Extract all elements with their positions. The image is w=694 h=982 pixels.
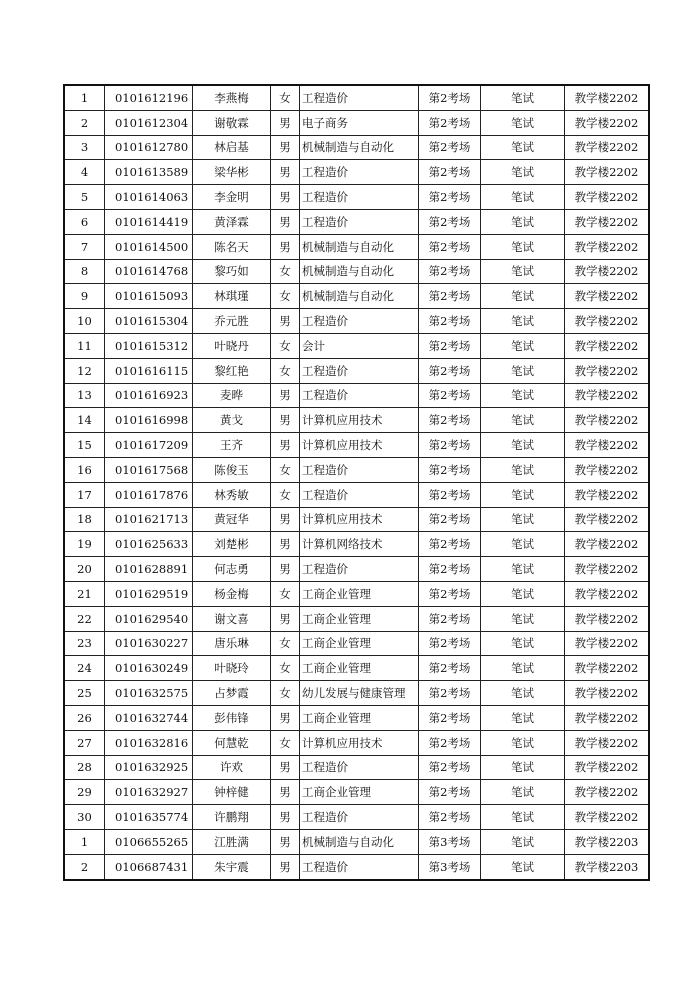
major-cell: 工程造价 bbox=[300, 482, 419, 507]
table-row bbox=[64, 408, 649, 433]
exam-room-cell: 第2考场 bbox=[419, 507, 481, 532]
gender-cell: 女 bbox=[271, 681, 300, 706]
exam-type-cell: 笔试 bbox=[481, 259, 565, 284]
location-cell: 教学楼2202 bbox=[565, 234, 650, 259]
student-name-cell: 杨金梅 bbox=[193, 581, 271, 606]
exam-room-cell: 第2考场 bbox=[419, 557, 481, 582]
table-row bbox=[64, 730, 649, 755]
exam-id-cell: 0101617209 bbox=[105, 433, 193, 458]
location-cell: 教学楼2202 bbox=[565, 433, 650, 458]
exam-room-cell: 第2考场 bbox=[419, 631, 481, 656]
gender-cell: 女 bbox=[271, 730, 300, 755]
table-row bbox=[64, 606, 649, 631]
major-cell: 工程造价 bbox=[300, 185, 419, 210]
gender-cell: 女 bbox=[271, 656, 300, 681]
exam-room-cell: 第2考场 bbox=[419, 358, 481, 383]
exam-type-cell: 笔试 bbox=[481, 780, 565, 805]
gender-cell: 男 bbox=[271, 185, 300, 210]
exam-room-cell: 第3考场 bbox=[419, 854, 481, 879]
seq-number-cell: 14 bbox=[64, 408, 105, 433]
table-row bbox=[64, 532, 649, 557]
exam-type-cell: 笔试 bbox=[481, 705, 565, 730]
exam-room-cell: 第2考场 bbox=[419, 532, 481, 557]
student-name-cell: 叶晓丹 bbox=[193, 333, 271, 358]
student-name-cell: 江胜满 bbox=[193, 829, 271, 854]
student-name-cell: 彭伟锋 bbox=[193, 705, 271, 730]
seq-number-cell: 28 bbox=[64, 755, 105, 780]
exam-room-cell: 第2考场 bbox=[419, 730, 481, 755]
exam-id-cell: 0101628891 bbox=[105, 557, 193, 582]
exam-room-cell: 第2考场 bbox=[419, 755, 481, 780]
table-row bbox=[64, 457, 649, 482]
exam-id-cell: 0101625633 bbox=[105, 532, 193, 557]
location-cell: 教学楼2202 bbox=[565, 358, 650, 383]
student-name-cell: 唐乐琳 bbox=[193, 631, 271, 656]
seq-number-cell: 18 bbox=[64, 507, 105, 532]
exam-type-cell: 笔试 bbox=[481, 557, 565, 582]
location-cell: 教学楼2202 bbox=[565, 755, 650, 780]
exam-room-cell: 第2考场 bbox=[419, 433, 481, 458]
location-cell: 教学楼2202 bbox=[565, 631, 650, 656]
student-name-cell: 钟梓健 bbox=[193, 780, 271, 805]
location-cell: 教学楼2202 bbox=[565, 209, 650, 234]
exam-room-cell: 第2考场 bbox=[419, 606, 481, 631]
major-cell: 机械制造与自动化 bbox=[300, 259, 419, 284]
seq-number-cell: 17 bbox=[64, 482, 105, 507]
location-cell: 教学楼2202 bbox=[565, 160, 650, 185]
exam-type-cell: 笔试 bbox=[481, 606, 565, 631]
gender-cell: 女 bbox=[271, 457, 300, 482]
exam-id-cell: 0101612196 bbox=[105, 85, 193, 110]
student-name-cell: 叶晓玲 bbox=[193, 656, 271, 681]
exam-id-cell: 0101612304 bbox=[105, 110, 193, 135]
student-name-cell: 何慧乾 bbox=[193, 730, 271, 755]
exam-id-cell: 0101635774 bbox=[105, 805, 193, 830]
exam-type-cell: 笔试 bbox=[481, 160, 565, 185]
gender-cell: 男 bbox=[271, 135, 300, 160]
gender-cell: 女 bbox=[271, 482, 300, 507]
location-cell: 教学楼2202 bbox=[565, 606, 650, 631]
location-cell: 教学楼2202 bbox=[565, 408, 650, 433]
seq-number-cell: 20 bbox=[64, 557, 105, 582]
exam-id-cell: 0101632816 bbox=[105, 730, 193, 755]
exam-room-cell: 第2考场 bbox=[419, 805, 481, 830]
exam-id-cell: 0101632925 bbox=[105, 755, 193, 780]
table-row bbox=[64, 160, 649, 185]
major-cell: 机械制造与自动化 bbox=[300, 829, 419, 854]
exam-id-cell: 0101617568 bbox=[105, 457, 193, 482]
seq-number-cell: 16 bbox=[64, 457, 105, 482]
major-cell: 工程造价 bbox=[300, 85, 419, 110]
exam-room-cell: 第2考场 bbox=[419, 333, 481, 358]
table-row bbox=[64, 705, 649, 730]
major-cell: 计算机应用技术 bbox=[300, 408, 419, 433]
student-name-cell: 陈名天 bbox=[193, 234, 271, 259]
student-name-cell: 乔元胜 bbox=[193, 309, 271, 334]
seq-number-cell: 21 bbox=[64, 581, 105, 606]
exam-id-cell: 0101615312 bbox=[105, 333, 193, 358]
student-name-cell: 黄戈 bbox=[193, 408, 271, 433]
exam-room-cell: 第2考场 bbox=[419, 581, 481, 606]
exam-id-cell: 0101621713 bbox=[105, 507, 193, 532]
gender-cell: 女 bbox=[271, 631, 300, 656]
exam-id-cell: 0101632575 bbox=[105, 681, 193, 706]
table-row bbox=[64, 829, 649, 854]
location-cell: 教学楼2202 bbox=[565, 135, 650, 160]
major-cell: 工商企业管理 bbox=[300, 656, 419, 681]
gender-cell: 男 bbox=[271, 160, 300, 185]
exam-type-cell: 笔试 bbox=[481, 507, 565, 532]
major-cell: 计算机应用技术 bbox=[300, 730, 419, 755]
student-name-cell: 黄泽霖 bbox=[193, 209, 271, 234]
location-cell: 教学楼2202 bbox=[565, 705, 650, 730]
exam-id-cell: 0101629519 bbox=[105, 581, 193, 606]
exam-room-cell: 第2考场 bbox=[419, 705, 481, 730]
exam-id-cell: 0101614500 bbox=[105, 234, 193, 259]
exam-room-cell: 第3考场 bbox=[419, 829, 481, 854]
exam-room-cell: 第2考场 bbox=[419, 681, 481, 706]
exam-id-cell: 0106655265 bbox=[105, 829, 193, 854]
gender-cell: 男 bbox=[271, 234, 300, 259]
location-cell: 教学楼2202 bbox=[565, 581, 650, 606]
exam-id-cell: 0101629540 bbox=[105, 606, 193, 631]
table-row bbox=[64, 581, 649, 606]
location-cell: 教学楼2203 bbox=[565, 854, 650, 879]
gender-cell: 男 bbox=[271, 408, 300, 433]
major-cell: 工商企业管理 bbox=[300, 606, 419, 631]
seq-number-cell: 2 bbox=[64, 854, 105, 879]
gender-cell: 女 bbox=[271, 284, 300, 309]
exam-room-cell: 第2考场 bbox=[419, 284, 481, 309]
seq-number-cell: 12 bbox=[64, 358, 105, 383]
table-row bbox=[64, 85, 649, 110]
exam-room-cell: 第2考场 bbox=[419, 185, 481, 210]
gender-cell: 男 bbox=[271, 110, 300, 135]
gender-cell: 男 bbox=[271, 532, 300, 557]
exam-room-cell: 第2考场 bbox=[419, 309, 481, 334]
major-cell: 计算机应用技术 bbox=[300, 507, 419, 532]
table-row bbox=[64, 482, 649, 507]
exam-roster-table bbox=[63, 84, 650, 881]
location-cell: 教学楼2202 bbox=[565, 284, 650, 309]
exam-type-cell: 笔试 bbox=[481, 135, 565, 160]
exam-type-cell: 笔试 bbox=[481, 581, 565, 606]
exam-id-cell: 0101616998 bbox=[105, 408, 193, 433]
exam-roster-body bbox=[64, 85, 649, 880]
major-cell: 计算机网络技术 bbox=[300, 532, 419, 557]
table-row bbox=[64, 631, 649, 656]
major-cell: 工程造价 bbox=[300, 209, 419, 234]
major-cell: 工程造价 bbox=[300, 383, 419, 408]
student-name-cell: 占梦霞 bbox=[193, 681, 271, 706]
exam-room-cell: 第2考场 bbox=[419, 85, 481, 110]
exam-room-cell: 第2考场 bbox=[419, 209, 481, 234]
table-row bbox=[64, 333, 649, 358]
seq-number-cell: 23 bbox=[64, 631, 105, 656]
seq-number-cell: 22 bbox=[64, 606, 105, 631]
student-name-cell: 许鹏翔 bbox=[193, 805, 271, 830]
table-row bbox=[64, 234, 649, 259]
major-cell: 工程造价 bbox=[300, 160, 419, 185]
exam-room-cell: 第2考场 bbox=[419, 110, 481, 135]
exam-type-cell: 笔试 bbox=[481, 358, 565, 383]
gender-cell: 男 bbox=[271, 606, 300, 631]
exam-id-cell: 0101632927 bbox=[105, 780, 193, 805]
table-row bbox=[64, 433, 649, 458]
table-row bbox=[64, 110, 649, 135]
gender-cell: 女 bbox=[271, 358, 300, 383]
major-cell: 工商企业管理 bbox=[300, 581, 419, 606]
exam-type-cell: 笔试 bbox=[481, 209, 565, 234]
gender-cell: 男 bbox=[271, 557, 300, 582]
student-name-cell: 王齐 bbox=[193, 433, 271, 458]
student-name-cell: 谢文喜 bbox=[193, 606, 271, 631]
major-cell: 电子商务 bbox=[300, 110, 419, 135]
location-cell: 教学楼2202 bbox=[565, 681, 650, 706]
table-row bbox=[64, 259, 649, 284]
seq-number-cell: 3 bbox=[64, 135, 105, 160]
location-cell: 教学楼2202 bbox=[565, 333, 650, 358]
exam-id-cell: 0101615093 bbox=[105, 284, 193, 309]
exam-id-cell: 0101614419 bbox=[105, 209, 193, 234]
gender-cell: 男 bbox=[271, 209, 300, 234]
major-cell: 工程造价 bbox=[300, 557, 419, 582]
seq-number-cell: 19 bbox=[64, 532, 105, 557]
table-row bbox=[64, 185, 649, 210]
seq-number-cell: 30 bbox=[64, 805, 105, 830]
student-name-cell: 黎巧如 bbox=[193, 259, 271, 284]
exam-room-cell: 第2考场 bbox=[419, 780, 481, 805]
major-cell: 工程造价 bbox=[300, 755, 419, 780]
student-name-cell: 陈俊玉 bbox=[193, 457, 271, 482]
exam-id-cell: 0101617876 bbox=[105, 482, 193, 507]
exam-room-cell: 第2考场 bbox=[419, 408, 481, 433]
exam-type-cell: 笔试 bbox=[481, 433, 565, 458]
exam-room-cell: 第2考场 bbox=[419, 482, 481, 507]
exam-type-cell: 笔试 bbox=[481, 85, 565, 110]
exam-id-cell: 0101616115 bbox=[105, 358, 193, 383]
exam-room-cell: 第2考场 bbox=[419, 160, 481, 185]
gender-cell: 女 bbox=[271, 85, 300, 110]
table-row bbox=[64, 805, 649, 830]
exam-room-cell: 第2考场 bbox=[419, 259, 481, 284]
location-cell: 教学楼2202 bbox=[565, 805, 650, 830]
exam-type-cell: 笔试 bbox=[481, 805, 565, 830]
exam-type-cell: 笔试 bbox=[481, 681, 565, 706]
student-name-cell: 林启基 bbox=[193, 135, 271, 160]
major-cell: 工程造价 bbox=[300, 457, 419, 482]
exam-type-cell: 笔试 bbox=[481, 482, 565, 507]
gender-cell: 男 bbox=[271, 829, 300, 854]
student-name-cell: 李燕梅 bbox=[193, 85, 271, 110]
table-row bbox=[64, 507, 649, 532]
seq-number-cell: 4 bbox=[64, 160, 105, 185]
location-cell: 教学楼2202 bbox=[565, 85, 650, 110]
location-cell: 教学楼2203 bbox=[565, 829, 650, 854]
location-cell: 教学楼2202 bbox=[565, 457, 650, 482]
major-cell: 计算机应用技术 bbox=[300, 433, 419, 458]
major-cell: 工程造价 bbox=[300, 309, 419, 334]
gender-cell: 女 bbox=[271, 581, 300, 606]
gender-cell: 男 bbox=[271, 854, 300, 879]
gender-cell: 女 bbox=[271, 333, 300, 358]
exam-id-cell: 0106687431 bbox=[105, 854, 193, 879]
exam-type-cell: 笔试 bbox=[481, 730, 565, 755]
major-cell: 工程造价 bbox=[300, 854, 419, 879]
seq-number-cell: 1 bbox=[64, 85, 105, 110]
gender-cell: 男 bbox=[271, 433, 300, 458]
major-cell: 工程造价 bbox=[300, 358, 419, 383]
location-cell: 教学楼2202 bbox=[565, 383, 650, 408]
exam-room-cell: 第2考场 bbox=[419, 234, 481, 259]
exam-room-cell: 第2考场 bbox=[419, 383, 481, 408]
seq-number-cell: 10 bbox=[64, 309, 105, 334]
table-row bbox=[64, 309, 649, 334]
major-cell: 机械制造与自动化 bbox=[300, 234, 419, 259]
exam-type-cell: 笔试 bbox=[481, 854, 565, 879]
exam-type-cell: 笔试 bbox=[481, 829, 565, 854]
exam-id-cell: 0101630227 bbox=[105, 631, 193, 656]
location-cell: 教学楼2202 bbox=[565, 730, 650, 755]
gender-cell: 男 bbox=[271, 309, 300, 334]
table-row bbox=[64, 135, 649, 160]
gender-cell: 男 bbox=[271, 383, 300, 408]
exam-type-cell: 笔试 bbox=[481, 631, 565, 656]
exam-id-cell: 0101613589 bbox=[105, 160, 193, 185]
student-name-cell: 李金明 bbox=[193, 185, 271, 210]
seq-number-cell: 11 bbox=[64, 333, 105, 358]
location-cell: 教学楼2202 bbox=[565, 482, 650, 507]
seq-number-cell: 2 bbox=[64, 110, 105, 135]
exam-type-cell: 笔试 bbox=[481, 110, 565, 135]
seq-number-cell: 6 bbox=[64, 209, 105, 234]
exam-type-cell: 笔试 bbox=[481, 284, 565, 309]
exam-type-cell: 笔试 bbox=[481, 185, 565, 210]
table-row bbox=[64, 656, 649, 681]
exam-id-cell: 0101616923 bbox=[105, 383, 193, 408]
table-row bbox=[64, 209, 649, 234]
exam-room-cell: 第2考场 bbox=[419, 457, 481, 482]
seq-number-cell: 15 bbox=[64, 433, 105, 458]
major-cell: 工程造价 bbox=[300, 805, 419, 830]
seq-number-cell: 7 bbox=[64, 234, 105, 259]
location-cell: 教学楼2202 bbox=[565, 309, 650, 334]
gender-cell: 男 bbox=[271, 705, 300, 730]
exam-type-cell: 笔试 bbox=[481, 408, 565, 433]
major-cell: 机械制造与自动化 bbox=[300, 135, 419, 160]
major-cell: 工商企业管理 bbox=[300, 780, 419, 805]
table-row bbox=[64, 755, 649, 780]
exam-type-cell: 笔试 bbox=[481, 234, 565, 259]
gender-cell: 男 bbox=[271, 805, 300, 830]
seq-number-cell: 29 bbox=[64, 780, 105, 805]
exam-type-cell: 笔试 bbox=[481, 309, 565, 334]
student-name-cell: 林秀敏 bbox=[193, 482, 271, 507]
student-name-cell: 黄冠华 bbox=[193, 507, 271, 532]
student-name-cell: 梁华彬 bbox=[193, 160, 271, 185]
location-cell: 教学楼2202 bbox=[565, 656, 650, 681]
gender-cell: 男 bbox=[271, 507, 300, 532]
student-name-cell: 朱宇震 bbox=[193, 854, 271, 879]
exam-id-cell: 0101630249 bbox=[105, 656, 193, 681]
location-cell: 教学楼2202 bbox=[565, 185, 650, 210]
major-cell: 工商企业管理 bbox=[300, 631, 419, 656]
table-row bbox=[64, 854, 649, 879]
student-name-cell: 许欢 bbox=[193, 755, 271, 780]
seq-number-cell: 27 bbox=[64, 730, 105, 755]
exam-type-cell: 笔试 bbox=[481, 457, 565, 482]
seq-number-cell: 5 bbox=[64, 185, 105, 210]
exam-room-cell: 第2考场 bbox=[419, 656, 481, 681]
seq-number-cell: 24 bbox=[64, 656, 105, 681]
table-row bbox=[64, 358, 649, 383]
seq-number-cell: 9 bbox=[64, 284, 105, 309]
exam-type-cell: 笔试 bbox=[481, 383, 565, 408]
student-name-cell: 何志勇 bbox=[193, 557, 271, 582]
student-name-cell: 谢敬霖 bbox=[193, 110, 271, 135]
exam-room-cell: 第2考场 bbox=[419, 135, 481, 160]
location-cell: 教学楼2202 bbox=[565, 532, 650, 557]
exam-type-cell: 笔试 bbox=[481, 755, 565, 780]
seq-number-cell: 13 bbox=[64, 383, 105, 408]
exam-type-cell: 笔试 bbox=[481, 532, 565, 557]
exam-id-cell: 0101615304 bbox=[105, 309, 193, 334]
seq-number-cell: 25 bbox=[64, 681, 105, 706]
table-row bbox=[64, 681, 649, 706]
table-row bbox=[64, 383, 649, 408]
location-cell: 教学楼2202 bbox=[565, 259, 650, 284]
major-cell: 工商企业管理 bbox=[300, 705, 419, 730]
location-cell: 教学楼2202 bbox=[565, 110, 650, 135]
major-cell: 会计 bbox=[300, 333, 419, 358]
location-cell: 教学楼2202 bbox=[565, 507, 650, 532]
gender-cell: 男 bbox=[271, 780, 300, 805]
gender-cell: 男 bbox=[271, 755, 300, 780]
major-cell: 幼儿发展与健康管理 bbox=[300, 681, 419, 706]
student-name-cell: 刘楚彬 bbox=[193, 532, 271, 557]
exam-id-cell: 0101632744 bbox=[105, 705, 193, 730]
table-row bbox=[64, 557, 649, 582]
exam-id-cell: 0101614063 bbox=[105, 185, 193, 210]
location-cell: 教学楼2202 bbox=[565, 780, 650, 805]
location-cell: 教学楼2202 bbox=[565, 557, 650, 582]
student-name-cell: 麦晔 bbox=[193, 383, 271, 408]
table-row bbox=[64, 780, 649, 805]
exam-id-cell: 0101614768 bbox=[105, 259, 193, 284]
exam-id-cell: 0101612780 bbox=[105, 135, 193, 160]
gender-cell: 女 bbox=[271, 259, 300, 284]
seq-number-cell: 26 bbox=[64, 705, 105, 730]
seq-number-cell: 1 bbox=[64, 829, 105, 854]
table-row bbox=[64, 284, 649, 309]
exam-type-cell: 笔试 bbox=[481, 656, 565, 681]
exam-type-cell: 笔试 bbox=[481, 333, 565, 358]
major-cell: 机械制造与自动化 bbox=[300, 284, 419, 309]
student-name-cell: 林琪瑾 bbox=[193, 284, 271, 309]
seq-number-cell: 8 bbox=[64, 259, 105, 284]
student-name-cell: 黎红艳 bbox=[193, 358, 271, 383]
